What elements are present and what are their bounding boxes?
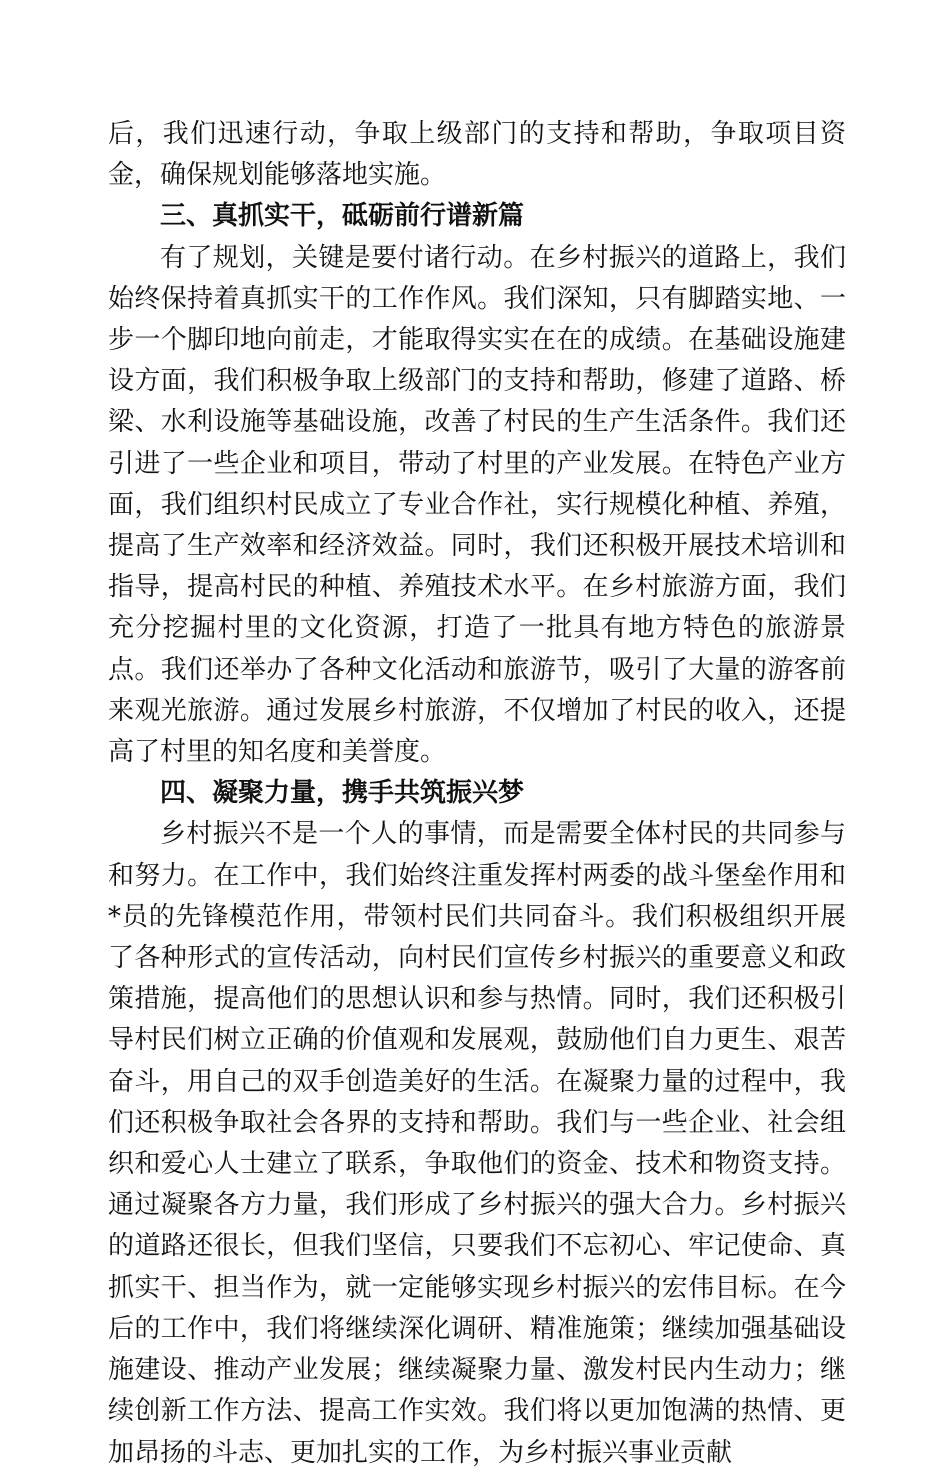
section-4-heading: 四、凝聚力量，携手共筑振兴梦 [160, 778, 525, 809]
document-page [108, 114, 846, 1474]
section-3-heading: 三、真抓实干，砥砺前行谱新篇 [160, 201, 525, 232]
section-4-body: 乡村振兴不是一个人的事情，而是需要全体村民的共同参与和努力。在工作中，我们始终注重发挥村两委的战斗堡垒作用和*员的先锋模范作用，带领村民们共同奋斗。我们积极组织开展了各种形式的宣传活动，向村民们宣传乡村振兴的重要意义和政策措施，提高他们的思想认识和参与热情。同时，我们还积极引导村民们树立正确的价值观和发展观，鼓励他们自力更生、艰苦奋斗，用自己的双手创造美好的生活。在凝聚力量的过程中，我们还积极争取社会各界的支持和帮助。我们与一些企业、社会组织和爱心人士建立了联系，争取他们的资金、技术和物资支持。通过凝聚各方力量，我们形成了乡村振兴的强大合力。乡村振兴的道路还很长，但我们坚信，只要我们不忘初心、牢记使命、真抓实干、担当作为，就一定能够实现乡村振兴的宏伟目标。在今后的工作中，我们将继续深化调研、精准施策；继续加强基础设施建设、推动产业发展；继续凝聚力量、激发村民内生动力；继续创新工作方法、提高工作实效。我们将以更加饱满的热情、更加昂扬的斗志、更加扎实的工作，为乡村振兴事业贡献 [108, 819, 846, 1468]
section-3-body: 有了规划，关键是要付诸行动。在乡村振兴的道路上，我们始终保持着真抓实干的工作作风。我们深知，只有脚踏实地、一步一个脚印地向前走，才能取得实实在在的成绩。在基础设施建设方面，我们积极争取上级部门的支持和帮助，修建了道路、桥梁、水利设施等基础设施，改善了村民的生产生活条件。我们还引进了一些企业和项目，带动了村里的产业发展。在特色产业方面，我们组织村民成立了专业合作社，实行规模化种植、养殖，提高了生产效率和经济效益。同时，我们还积极开展技术培训和指导，提高村民的种植、养殖技术水平。在乡村旅游方面，我们充分挖掘村里的文化资源，打造了一批具有地方特色的旅游景点。我们还举办了各种文化活动和旅游节，吸引了大量的游客前来观光旅游。通过发展乡村旅游，不仅增加了村民的收入，还提高了村里的知名度和美誉度。 [108, 242, 846, 768]
paragraph-continued: 后，我们迅速行动，争取上级部门的支持和帮助，争取项目资金，确保规划能够落地实施。 [108, 119, 846, 191]
